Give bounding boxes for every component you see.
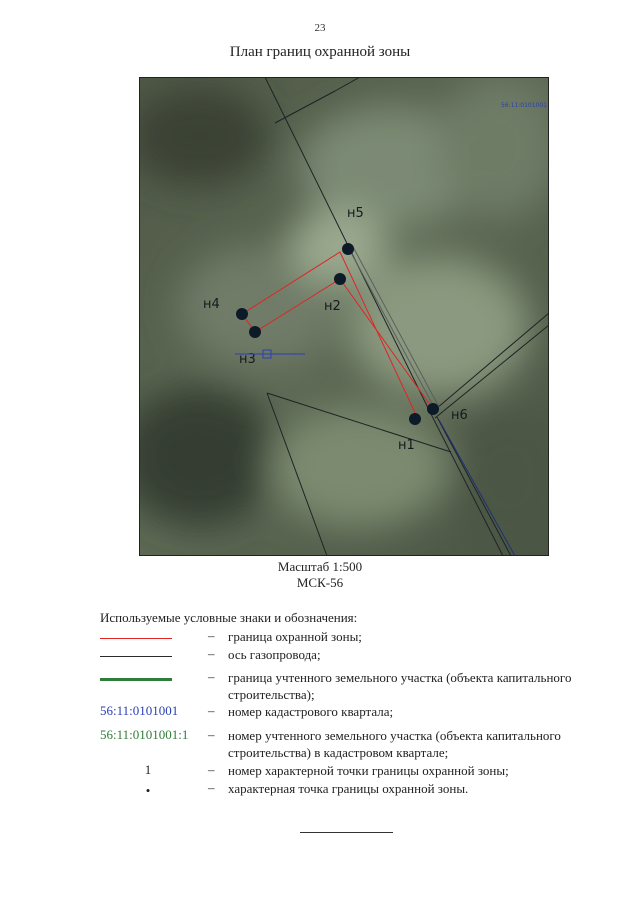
map-frame[interactable] <box>139 77 549 556</box>
legend-dash: – <box>208 628 215 643</box>
legend-dash: – <box>208 727 215 742</box>
dark-line-symbol <box>100 646 200 664</box>
legend-text: характерная точка границы охранной зоны. <box>228 781 469 796</box>
point-label-n2: н2 <box>324 299 341 314</box>
legend-dash: – <box>208 762 215 777</box>
legend-item-parcel-number <box>100 727 600 760</box>
point-number-symbol: 1 <box>144 762 152 777</box>
parcel-number-symbol: 56:11:0101001:1 <box>100 727 189 742</box>
legend-text: ось газопровода; <box>228 647 321 662</box>
page-title: План границ охранной зоны <box>229 44 411 60</box>
legend-text: номер характерной точки границы охранной зоны; <box>228 763 509 778</box>
map-svg[interactable] <box>139 77 549 556</box>
legend-text: граница охранной зоны; <box>228 629 362 644</box>
point-label-n3: н3 <box>239 352 256 367</box>
point-label-n6: н6 <box>451 408 468 423</box>
legend-text: номер кадастрового квартала; <box>228 704 394 719</box>
crs-label: МСК-56 <box>296 575 344 590</box>
cadastral-quarter-label: 56:11:0101001 <box>500 102 547 109</box>
legend-dash: – <box>208 646 215 661</box>
green-line-symbol <box>100 669 200 687</box>
legend-dash: – <box>208 669 215 684</box>
point-label-n1: н1 <box>398 438 415 453</box>
point-label-n5: н5 <box>347 206 364 221</box>
legend-title: Используемые условные знаки и обозначения: <box>100 610 358 625</box>
legend-item-parcel-boundary <box>100 669 600 702</box>
footer-divider <box>300 832 393 833</box>
legend-dash: – <box>208 780 215 795</box>
scale-label: Масштаб 1:500 <box>277 559 363 574</box>
point-label-n4: н4 <box>203 297 220 312</box>
cadastral-quarter-symbol: 56:11:0101001 <box>100 703 179 718</box>
legend-text: номер учтенного земельного участка (объекта капитального строительства) в кадастровом квартале; <box>228 728 561 760</box>
legend-text: граница учтенного земельного участка (объекта капитального строительства); <box>228 670 572 702</box>
red-line-symbol <box>100 628 200 646</box>
legend-dash: – <box>208 703 215 718</box>
legend-item-point <box>100 780 600 810</box>
page-number: 23 <box>314 22 326 34</box>
point-dot-symbol: • <box>145 783 151 798</box>
